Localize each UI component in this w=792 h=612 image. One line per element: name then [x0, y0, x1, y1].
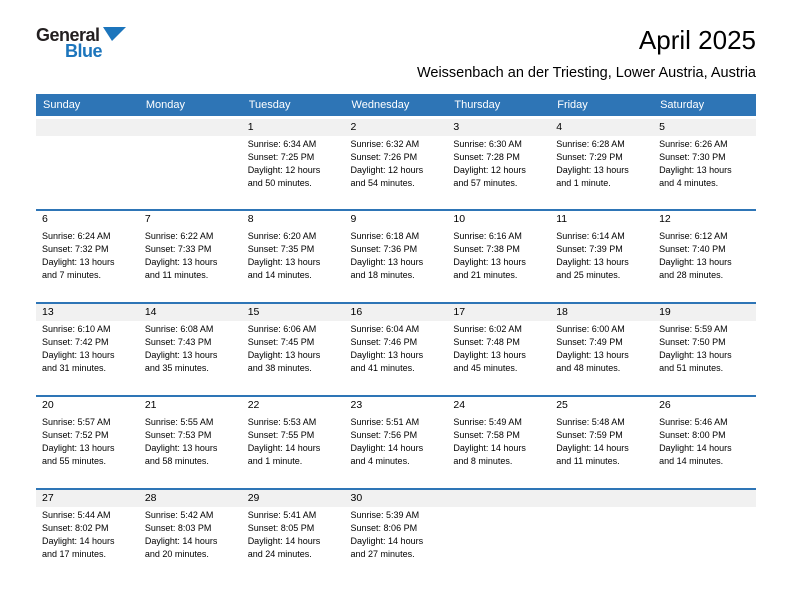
empty-day-cell — [550, 489, 653, 582]
day-cell-11 — [550, 210, 653, 303]
sunset-line: Sunset: 7:45 PM — [247, 337, 315, 348]
day-cell-30 — [345, 489, 448, 582]
day-number: 27 — [36, 490, 139, 507]
daylight-hours-line: Daylight: 13 hours — [350, 350, 424, 361]
sunset-line: Sunset: 8:03 PM — [144, 523, 212, 534]
daylight-minutes-line: and 4 minutes. — [350, 456, 410, 467]
weekday-header-thursday: Thursday — [447, 94, 550, 118]
day-details — [36, 321, 139, 375]
sunrise-line: Sunrise: 5:59 AM — [659, 324, 728, 335]
daylight-minutes-line: and 57 minutes. — [453, 177, 518, 188]
day-cell-7 — [139, 210, 242, 303]
daylight-hours-line: Daylight: 13 hours — [659, 257, 732, 268]
daylight-minutes-line: and 4 minutes. — [659, 177, 719, 188]
day-details — [36, 414, 139, 468]
logo-text-general: General — [36, 25, 100, 45]
sunrise-line: Sunrise: 6:26 AM — [659, 138, 728, 149]
daylight-minutes-line: and 18 minutes. — [350, 270, 415, 281]
sunset-line: Sunset: 8:06 PM — [350, 523, 418, 534]
daylight-minutes-line: and 45 minutes. — [453, 363, 518, 374]
daylight-minutes-line: and 14 minutes. — [659, 456, 724, 467]
day-details — [653, 321, 756, 375]
day-number: 20 — [42, 399, 54, 412]
sunset-line: Sunset: 7:30 PM — [659, 151, 726, 162]
day-number: 30 — [345, 490, 448, 507]
sunrise-line: Sunrise: 5:48 AM — [556, 417, 625, 428]
sunrise-line: Sunrise: 5:44 AM — [42, 510, 111, 521]
day-number: 21 — [144, 399, 157, 412]
day-cell-23 — [345, 396, 448, 489]
sunrise-line: Sunrise: 5:51 AM — [350, 417, 420, 428]
weekday-header-sunday: Sunday — [36, 94, 139, 118]
sunrise-line: Sunrise: 5:57 AM — [42, 417, 111, 428]
day-cell-20 — [36, 396, 139, 489]
day-number: 8 — [247, 213, 254, 226]
week-row-4 — [36, 396, 756, 489]
weekday-header-monday: Monday — [139, 94, 242, 118]
sunrise-line: Sunrise: 6:24 AM — [42, 231, 111, 242]
day-number-empty — [550, 490, 653, 507]
day-details — [242, 321, 345, 375]
day-number: 6 — [42, 213, 48, 226]
sunset-line: Sunset: 8:05 PM — [247, 523, 315, 534]
daylight-hours-line: Daylight: 13 hours — [453, 350, 526, 361]
day-cell-26 — [653, 396, 756, 489]
sunrise-line: Sunrise: 6:02 AM — [453, 324, 522, 335]
day-details — [139, 228, 242, 282]
daylight-hours-line: Daylight: 14 hours — [350, 536, 424, 547]
day-number: 25 — [556, 399, 568, 412]
daylight-minutes-line: and 28 minutes. — [659, 270, 724, 281]
daylight-minutes-line: and 35 minutes. — [144, 363, 209, 374]
day-details — [345, 414, 448, 468]
day-details — [345, 228, 448, 282]
day-number-empty — [139, 119, 242, 136]
day-details — [242, 507, 345, 561]
daylight-minutes-line: and 58 minutes. — [144, 456, 209, 467]
logo-text-blue: Blue — [65, 41, 103, 61]
sunrise-line: Sunrise: 6:08 AM — [144, 324, 214, 335]
sunrise-line: Sunrise: 6:12 AM — [659, 231, 728, 242]
day-details — [653, 414, 756, 468]
day-cell-15 — [242, 303, 345, 396]
empty-day-cell — [139, 117, 242, 210]
day-cell-24 — [447, 396, 550, 489]
week-row-1 — [36, 117, 756, 210]
day-cell-2 — [345, 117, 448, 210]
day-cell-4 — [550, 117, 653, 210]
daylight-hours-line: Daylight: 14 hours — [556, 443, 629, 454]
calendar-table — [36, 94, 756, 583]
day-cell-14 — [139, 303, 242, 396]
day-details — [242, 136, 345, 190]
daylight-hours-line: Daylight: 13 hours — [144, 443, 218, 454]
sunrise-line: Sunrise: 5:53 AM — [247, 417, 317, 428]
day-details — [36, 228, 139, 282]
week-row-2 — [36, 210, 756, 303]
day-number: 24 — [453, 399, 466, 412]
day-number: 26 — [659, 399, 671, 412]
day-number: 2 — [345, 119, 448, 136]
empty-day-cell — [36, 117, 139, 210]
day-number: 19 — [653, 304, 756, 321]
sunset-line: Sunset: 7:59 PM — [556, 430, 623, 441]
daylight-hours-line: Daylight: 14 hours — [247, 443, 321, 454]
day-details — [550, 321, 653, 375]
day-cell-18 — [550, 303, 653, 396]
day-number: 11 — [556, 213, 568, 226]
day-cell-27 — [36, 489, 139, 582]
day-cell-1 — [242, 117, 345, 210]
day-details — [550, 136, 653, 190]
weekday-header-row — [36, 94, 756, 118]
daylight-hours-line: Daylight: 13 hours — [659, 164, 732, 175]
day-details — [447, 136, 550, 190]
daylight-minutes-line: and 27 minutes. — [350, 549, 415, 560]
daylight-hours-line: Daylight: 14 hours — [144, 536, 218, 547]
daylight-hours-line: Daylight: 13 hours — [42, 350, 115, 361]
day-number-empty — [36, 119, 139, 136]
day-cell-6 — [36, 210, 139, 303]
daylight-hours-line: Daylight: 13 hours — [42, 443, 115, 454]
sunset-line: Sunset: 7:52 PM — [42, 430, 109, 441]
sunrise-line: Sunrise: 5:42 AM — [144, 510, 214, 521]
sunrise-line: Sunrise: 6:06 AM — [247, 324, 317, 335]
title-block — [417, 26, 756, 81]
day-number: 16 — [345, 304, 448, 321]
sunrise-line: Sunrise: 6:32 AM — [350, 138, 420, 149]
sunrise-line: Sunrise: 6:04 AM — [350, 324, 420, 335]
day-number: 12 — [659, 213, 671, 226]
day-details — [550, 414, 653, 468]
daylight-minutes-line: and 41 minutes. — [350, 363, 415, 374]
sunset-line: Sunset: 7:33 PM — [144, 244, 212, 255]
page-title: April 2025 — [638, 25, 756, 55]
day-details — [345, 507, 448, 561]
day-number: 7 — [144, 213, 151, 226]
sunrise-line: Sunrise: 5:41 AM — [247, 510, 317, 521]
daylight-minutes-line: and 21 minutes. — [453, 270, 518, 281]
sunrise-line: Sunrise: 6:28 AM — [556, 138, 625, 149]
weekday-header-wednesday: Wednesday — [345, 94, 448, 118]
page-header — [36, 26, 756, 81]
sunrise-line: Sunrise: 6:22 AM — [144, 231, 214, 242]
daylight-minutes-line: and 25 minutes. — [556, 270, 621, 281]
weekday-header-friday: Friday — [550, 94, 653, 118]
empty-day-cell — [447, 489, 550, 582]
day-number: 9 — [350, 213, 357, 226]
day-details — [447, 414, 550, 468]
day-number: 22 — [247, 399, 260, 412]
location-subtitle: Weissenbach an der Triesting, Lower Austria, Austria — [416, 64, 756, 81]
sunrise-line: Sunrise: 6:10 AM — [42, 324, 111, 335]
day-number: 23 — [350, 399, 363, 412]
day-details — [550, 228, 653, 282]
day-details — [139, 507, 242, 561]
sunset-line: Sunset: 7:55 PM — [247, 430, 315, 441]
sunset-line: Sunset: 7:26 PM — [350, 151, 418, 162]
sunrise-line: Sunrise: 5:39 AM — [350, 510, 420, 521]
week-row-3 — [36, 303, 756, 396]
day-number-empty — [447, 490, 550, 507]
day-number: 4 — [550, 119, 653, 136]
day-details — [242, 414, 345, 468]
day-cell-22 — [242, 396, 345, 489]
weekday-header-saturday: Saturday — [653, 94, 756, 118]
sunset-line: Sunset: 7:50 PM — [659, 337, 726, 348]
daylight-hours-line: Daylight: 13 hours — [42, 257, 115, 268]
daylight-minutes-line: and 38 minutes. — [247, 363, 312, 374]
day-cell-16 — [345, 303, 448, 396]
daylight-minutes-line: and 11 minutes. — [556, 456, 620, 467]
daylight-minutes-line: and 54 minutes. — [350, 177, 415, 188]
daylight-minutes-line: and 17 minutes. — [42, 549, 107, 560]
calendar-header — [36, 94, 756, 118]
sunrise-line: Sunrise: 5:55 AM — [144, 417, 214, 428]
daylight-hours-line: Daylight: 13 hours — [556, 164, 629, 175]
daylight-minutes-line: and 7 minutes. — [42, 270, 102, 281]
sunrise-line: Sunrise: 6:34 AM — [247, 138, 317, 149]
sunset-line: Sunset: 7:28 PM — [453, 151, 520, 162]
day-details — [36, 507, 139, 561]
day-number: 1 — [242, 119, 345, 136]
day-number: 10 — [453, 213, 466, 226]
day-cell-25 — [550, 396, 653, 489]
sunset-line: Sunset: 8:02 PM — [42, 523, 109, 534]
daylight-minutes-line: and 55 minutes. — [42, 456, 107, 467]
day-cell-13 — [36, 303, 139, 396]
sunset-line: Sunset: 7:32 PM — [42, 244, 109, 255]
day-cell-3 — [447, 117, 550, 210]
sunset-line: Sunset: 8:00 PM — [659, 430, 726, 441]
sunset-line: Sunset: 7:36 PM — [350, 244, 418, 255]
day-cell-28 — [139, 489, 242, 582]
day-cell-21 — [139, 396, 242, 489]
daylight-hours-line: Daylight: 13 hours — [350, 257, 424, 268]
daylight-minutes-line: and 14 minutes. — [247, 270, 312, 281]
daylight-hours-line: Daylight: 13 hours — [247, 350, 321, 361]
daylight-hours-line: Daylight: 14 hours — [247, 536, 321, 547]
day-number: 17 — [447, 304, 550, 321]
day-details — [345, 136, 448, 190]
daylight-hours-line: Daylight: 13 hours — [556, 350, 629, 361]
daylight-hours-line: Daylight: 14 hours — [42, 536, 115, 547]
day-cell-17 — [447, 303, 550, 396]
daylight-hours-line: Daylight: 14 hours — [350, 443, 424, 454]
daylight-hours-line: Daylight: 13 hours — [453, 257, 526, 268]
day-number: 15 — [242, 304, 345, 321]
daylight-minutes-line: and 51 minutes. — [659, 363, 724, 374]
calendar-body — [36, 117, 756, 582]
daylight-hours-line: Daylight: 12 hours — [350, 164, 424, 175]
sunset-line: Sunset: 7:38 PM — [453, 244, 520, 255]
sunrise-line: Sunrise: 5:46 AM — [659, 417, 728, 428]
sunset-line: Sunset: 7:25 PM — [247, 151, 315, 162]
day-number: 3 — [447, 119, 550, 136]
sunset-line: Sunset: 7:42 PM — [42, 337, 109, 348]
sunset-line: Sunset: 7:56 PM — [350, 430, 418, 441]
day-details — [447, 321, 550, 375]
sunrise-line: Sunrise: 6:00 AM — [556, 324, 625, 335]
logo-triangle-icon — [103, 27, 126, 45]
daylight-minutes-line: and 1 minute. — [247, 456, 303, 467]
day-details — [653, 228, 756, 282]
daylight-hours-line: Daylight: 13 hours — [659, 350, 732, 361]
sunset-line: Sunset: 7:40 PM — [659, 244, 726, 255]
day-cell-29 — [242, 489, 345, 582]
daylight-hours-line: Daylight: 13 hours — [556, 257, 629, 268]
empty-day-cell — [653, 489, 756, 582]
sunset-line: Sunset: 7:48 PM — [453, 337, 520, 348]
daylight-minutes-line: and 50 minutes. — [247, 177, 312, 188]
daylight-minutes-line: and 8 minutes. — [453, 456, 513, 467]
day-details — [345, 321, 448, 375]
day-number-empty — [653, 490, 756, 507]
daylight-hours-line: Daylight: 13 hours — [144, 257, 218, 268]
day-details — [139, 414, 242, 468]
day-number: 13 — [36, 304, 139, 321]
sunset-line: Sunset: 7:58 PM — [453, 430, 520, 441]
day-number: 29 — [242, 490, 345, 507]
sunset-line: Sunset: 7:46 PM — [350, 337, 418, 348]
daylight-hours-line: Daylight: 14 hours — [453, 443, 526, 454]
weekday-header-tuesday: Tuesday — [242, 94, 345, 118]
day-number: 28 — [139, 490, 242, 507]
day-details — [242, 228, 345, 282]
day-cell-10 — [447, 210, 550, 303]
day-number: 14 — [139, 304, 242, 321]
sunrise-line: Sunrise: 6:14 AM — [556, 231, 625, 242]
day-number: 18 — [550, 304, 653, 321]
day-cell-5 — [653, 117, 756, 210]
daylight-minutes-line: and 11 minutes. — [144, 270, 209, 281]
day-cell-12 — [653, 210, 756, 303]
sunset-line: Sunset: 7:53 PM — [144, 430, 212, 441]
daylight-minutes-line: and 48 minutes. — [556, 363, 621, 374]
daylight-minutes-line: and 31 minutes. — [42, 363, 107, 374]
sunrise-line: Sunrise: 6:30 AM — [453, 138, 522, 149]
sunrise-line: Sunrise: 6:16 AM — [453, 231, 522, 242]
day-details — [139, 321, 242, 375]
sunset-line: Sunset: 7:39 PM — [556, 244, 623, 255]
sunset-line: Sunset: 7:43 PM — [144, 337, 212, 348]
daylight-minutes-line: and 24 minutes. — [247, 549, 312, 560]
daylight-minutes-line: and 20 minutes. — [144, 549, 209, 560]
sunset-line: Sunset: 7:49 PM — [556, 337, 623, 348]
general-blue-logo — [36, 26, 126, 60]
day-cell-9 — [345, 210, 448, 303]
daylight-hours-line: Daylight: 13 hours — [144, 350, 218, 361]
sunrise-line: Sunrise: 6:20 AM — [247, 231, 317, 242]
day-cell-8 — [242, 210, 345, 303]
day-details — [653, 136, 756, 190]
sunrise-line: Sunrise: 5:49 AM — [453, 417, 522, 428]
daylight-hours-line: Daylight: 13 hours — [247, 257, 321, 268]
sunrise-line: Sunrise: 6:18 AM — [350, 231, 420, 242]
week-row-5 — [36, 489, 756, 582]
sunset-line: Sunset: 7:35 PM — [247, 244, 315, 255]
day-number: 5 — [653, 119, 756, 136]
daylight-hours-line: Daylight: 12 hours — [453, 164, 526, 175]
daylight-minutes-line: and 1 minute. — [556, 177, 611, 188]
day-cell-19 — [653, 303, 756, 396]
daylight-hours-line: Daylight: 14 hours — [659, 443, 732, 454]
day-details — [447, 228, 550, 282]
daylight-hours-line: Daylight: 12 hours — [247, 164, 321, 175]
sunset-line: Sunset: 7:29 PM — [556, 151, 623, 162]
